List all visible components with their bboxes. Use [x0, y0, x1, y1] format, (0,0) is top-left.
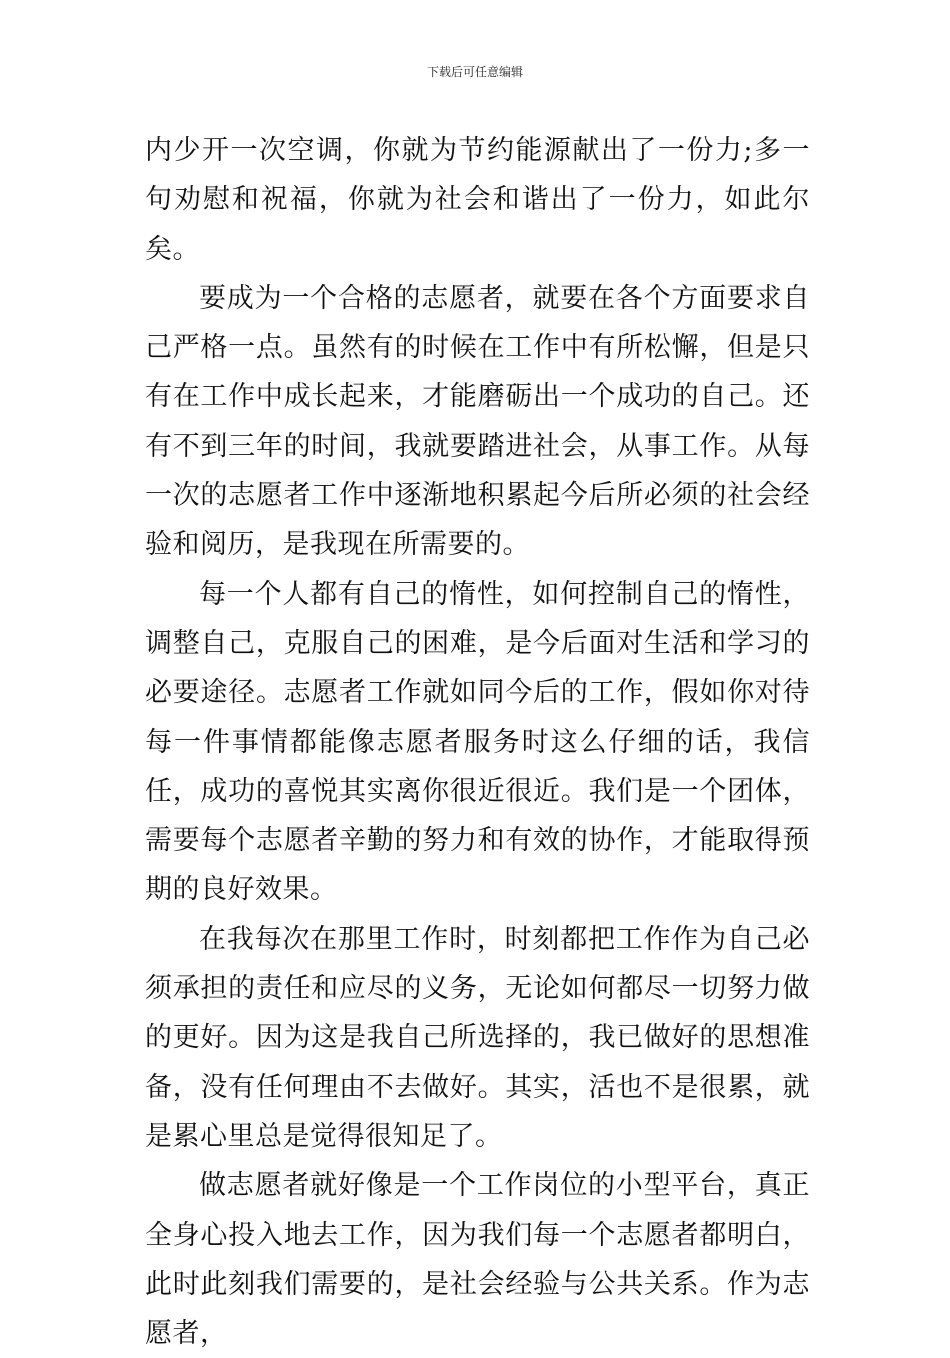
paragraph: 内少开一次空调，你就为节约能源献出了一份力;多一句劝慰和祝福，你就为社会和谐出了一份力，如此尔矣。: [145, 135, 810, 265]
paragraph: 在我每次在那里工作时，时刻都把工作作为自己必须承担的责任和应尽的义务，无论如何都尽一切努力做的更好。因为这是我自己所选择的，我已做好的思想准备，没有任何理由不去做好。其实，活也不是很累，就是累心里总是觉得很知足了。: [145, 923, 810, 1152]
paragraph: 做志愿者就好像是一个工作岗位的小型平台，真正全身心投入地去工作，因为我们每一个志愿者都明白，此时此刻我们需要的，是社会经验与公共关系。作为志愿者，: [145, 1170, 810, 1350]
page-header: 下载后可任意编辑: [426, 65, 523, 79]
document-body: [145, 126, 810, 1358]
paragraph: 每一个人都有自己的惰性，如何控制自己的惰性，调整自己，克服自己的困难，是今后面对生活和学习的必要途径。志愿者工作就如同今后的工作，假如你对待每一件事情都能像志愿者服务时这么仔细的话，我信任，成功的喜悦其实离你很近很近。我们是一个团体，需要每个志愿者辛勤的努力和有效的协作，才能取得预期的良好效果。: [145, 578, 810, 906]
paragraph: 要成为一个合格的志愿者，就要在各个方面要求自己严格一点。虽然有的时候在工作中有所松懈，但是只有在工作中成长起来，才能磨砺出一个成功的自己。还有不到三年的时间，我就要踏进社会，从事工作。从每一次的志愿者工作中逐渐地积累起今后所必须的社会经验和阅历，是我现在所需要的。: [145, 282, 810, 561]
